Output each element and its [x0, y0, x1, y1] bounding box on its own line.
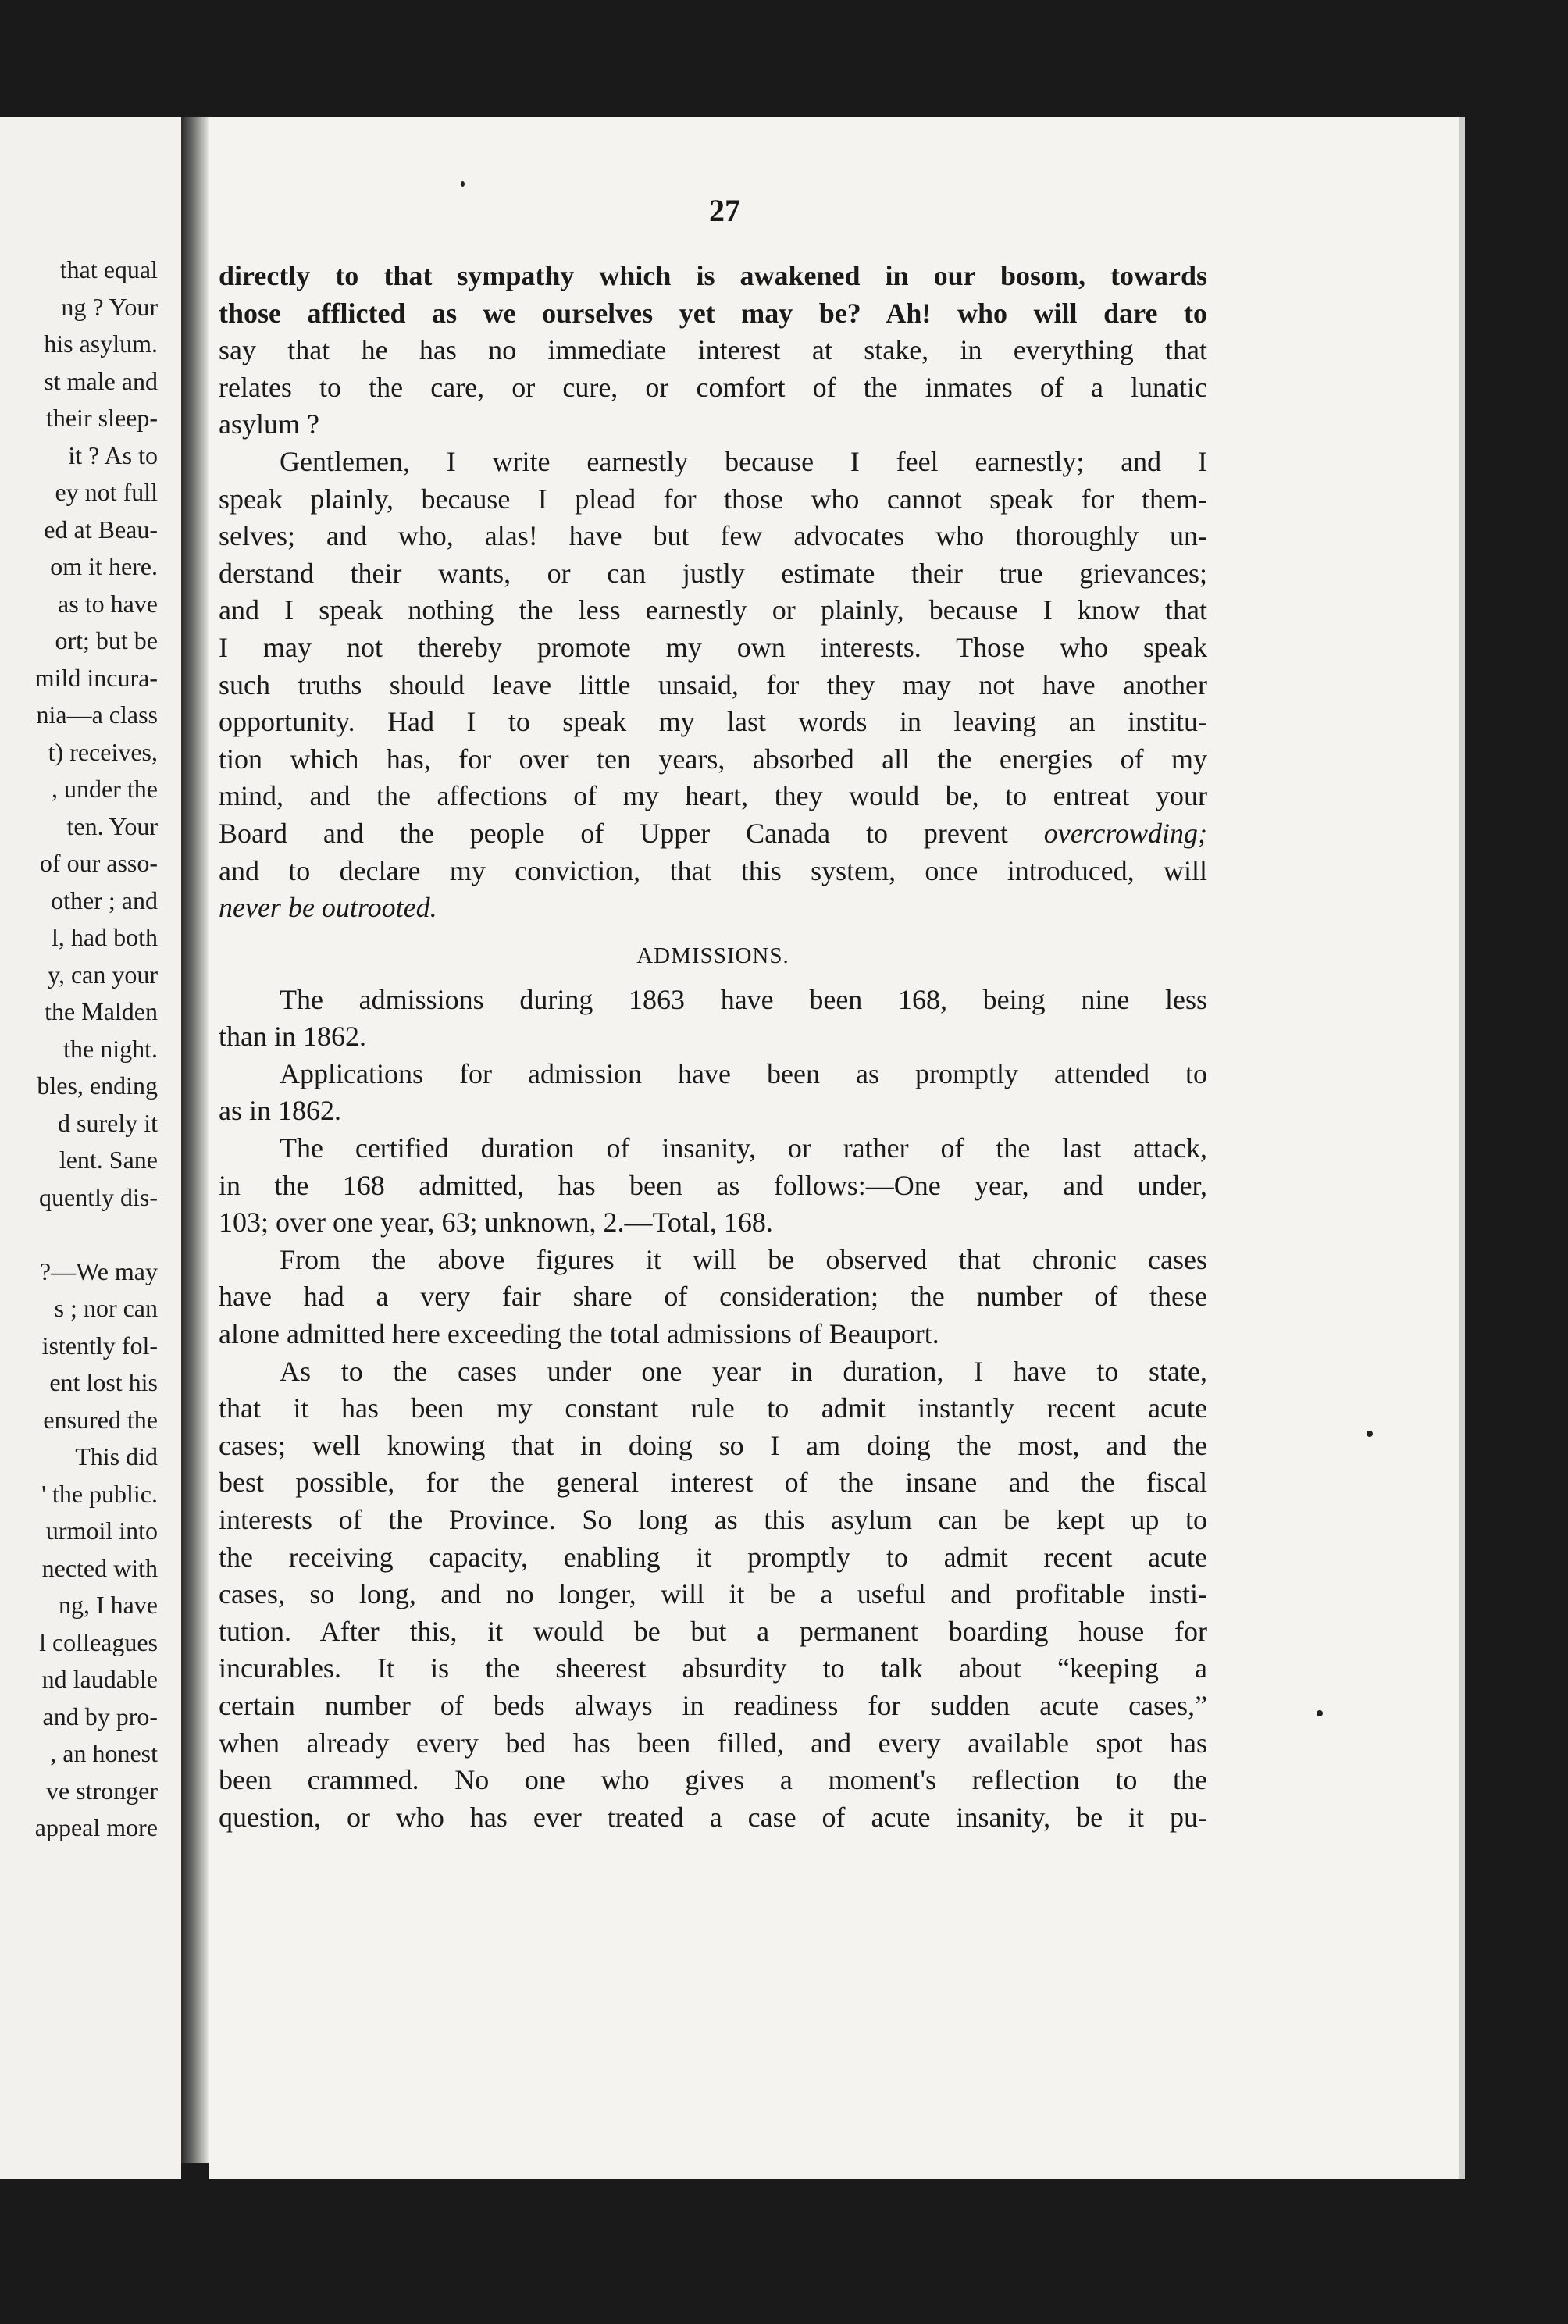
text-line: and I speak nothing the less earnestly or plainly, because I know that — [219, 594, 1207, 626]
page-edge — [1459, 117, 1465, 2179]
text-line: tution. After this, it would be but a permanent boarding house for — [219, 1615, 1207, 1647]
text-line: say that he has no immediate interest at stake, in everything that — [219, 334, 1207, 366]
left-page-line: his asylum. — [44, 330, 158, 358]
text-line: and to declare my conviction, that this system, once introduced, will — [219, 854, 1207, 886]
left-page-line: nected with — [41, 1553, 158, 1582]
text-line-with-emphasis — [219, 815, 1207, 853]
page-body — [219, 258, 1207, 1836]
text-line: when already every bed has been filled, and every available spot has — [219, 1727, 1207, 1759]
text-line: speak plainly, because I plead for those who cannot speak for them- — [219, 483, 1207, 515]
text-line: than in 1862. — [219, 1021, 366, 1053]
text-run: Board and the people of Upper Canada to prevent — [219, 817, 1008, 849]
left-page-line: and by pro- — [42, 1702, 158, 1731]
emphasis-overcrowding: overcrowding; — [1043, 817, 1207, 849]
text-line: question, or who has ever treated a case of acute insanity, be it pu- — [219, 1801, 1207, 1833]
text-line: cases; well knowing that in doing so I am doing the most, and the — [219, 1429, 1207, 1461]
text-line: directly to that sympathy which is awakened in our bosom, towards — [219, 260, 1207, 291]
left-page-line: their sleep- — [45, 404, 158, 432]
text-line: interests of the Province. So long as this asylum can be kept up to — [219, 1504, 1207, 1535]
text-line: have had a very fair share of consideration; the number of these — [219, 1281, 1207, 1313]
text-line: Gentlemen, I write earnestly because I feel earnestly; and I — [280, 445, 1207, 477]
emphasis-never-outrooted: never be outrooted. — [219, 892, 437, 924]
text-line: As to the cases under one year in duration, I have to state, — [280, 1355, 1207, 1387]
text-line: alone admitted here exceeding the total admissions of Beauport. — [219, 1318, 939, 1350]
left-page-line: , an honest — [50, 1739, 158, 1767]
section-heading-admissions: ADMISSIONS. — [636, 943, 789, 968]
left-page-line: st male and — [44, 366, 158, 395]
left-page-line: ' the public. — [41, 1479, 158, 1508]
page-number: 27 — [709, 193, 740, 228]
left-page-line: nia—a class — [36, 700, 158, 729]
left-page-line: ve stronger — [45, 1776, 158, 1805]
left-page-line: om it here. — [50, 552, 158, 580]
left-page-line: ey not full — [55, 478, 158, 506]
text-line: I may not thereby promote my own interests. Those who speak — [219, 631, 1207, 663]
left-page-line: of our asso- — [39, 849, 158, 877]
text-line: From the above figures it will be observed that chronic cases — [280, 1243, 1207, 1275]
text-line: best possible, for the general interest of the insane and the fiscal — [219, 1467, 1207, 1499]
text-line: certain number of beds always in readiness for sudden acute cases,” — [219, 1689, 1207, 1721]
left-page-line: ent lost his — [49, 1368, 158, 1396]
text-line: that it has been my constant rule to admit instantly recent acute — [219, 1392, 1207, 1424]
left-page-line: ort; but be — [55, 626, 158, 654]
left-page-line — [35, 1216, 158, 1253]
text-line: derstand their wants, or can justly estimate their true grievances; — [219, 557, 1207, 589]
text-line: opportunity. Had I to speak my last words in leaving an institu- — [219, 706, 1207, 738]
left-page-line: ng, I have — [58, 1591, 158, 1619]
text-line: tion which has, for over ten years, absorbed all the energies of my — [219, 743, 1207, 775]
text-line: such truths should leave little unsaid, for they may not have another — [219, 668, 1207, 700]
text-line: mind, and the affections of my heart, they would be, to entreat your — [219, 780, 1207, 812]
left-page-line: the Malden — [45, 997, 158, 1025]
left-page-line: urmoil into — [45, 1517, 158, 1545]
text-line: those afflicted as we ourselves yet may be? Ah! who will dare to — [219, 297, 1207, 329]
left-page-line: it ? As to — [68, 440, 158, 469]
text-line — [219, 889, 1207, 927]
ink-speck — [1317, 1710, 1323, 1716]
left-page-line: ensured the — [43, 1405, 158, 1434]
left-page-line: that equal — [59, 255, 158, 283]
left-page-line: This did — [75, 1442, 158, 1470]
text-line: Applications for admission have been as promptly attended to — [280, 1057, 1207, 1089]
left-page-line: nd laudable — [41, 1665, 158, 1693]
text-line: the receiving capacity, enabling it promptly to admit recent acute — [219, 1541, 1207, 1573]
left-page-line: istently fol- — [41, 1331, 158, 1360]
ink-speck — [461, 181, 465, 187]
left-page-line: the night. — [63, 1034, 158, 1063]
left-page-line: s ; nor can — [54, 1294, 158, 1322]
ink-speck — [1367, 1431, 1373, 1437]
left-page-line: l, had both — [52, 923, 158, 951]
text-line: The admissions during 1863 have been 168, being nine less — [280, 983, 1207, 1015]
left-page-line: d surely it — [58, 1108, 158, 1137]
text-line: relates to the care, or cure, or comfort of the inmates of a lunatic — [219, 371, 1207, 403]
left-page-text — [35, 251, 158, 1847]
left-page-line: ten. Your — [66, 811, 158, 840]
left-page-line: bles, ending — [37, 1071, 158, 1100]
text-line: incurables. It is the sheerest absurdity to talk about “keeping a — [219, 1652, 1207, 1684]
text-line: as in 1862. — [219, 1095, 341, 1127]
text-line: The certified duration of insanity, or rather of the last attack, — [280, 1132, 1207, 1164]
left-page-line: as to have — [58, 589, 158, 618]
left-page-fragment — [0, 117, 181, 2179]
left-page-line: , under the — [52, 775, 158, 803]
left-page-line: y, can your — [48, 960, 158, 989]
book-gutter — [181, 117, 209, 2163]
left-page-line: mild incura- — [34, 663, 158, 692]
left-page-line: quently dis- — [39, 1182, 158, 1211]
text-line: asylum ? — [219, 408, 319, 440]
left-page-line: ed at Beau- — [44, 515, 158, 544]
text-line: selves; and who, alas! have but few advocates who thoroughly un- — [219, 520, 1207, 552]
left-page-line: other ; and — [51, 886, 158, 914]
left-page-line: lent. Sane — [59, 1146, 158, 1174]
left-page-line: ?—We may — [39, 1256, 158, 1285]
text-line: cases, so long, and no longer, will it be a useful and profitable insti- — [219, 1578, 1207, 1610]
text-line: 103; over one year, 63; unknown, 2.—Total, 168. — [219, 1207, 773, 1239]
text-line: in the 168 admitted, has been as follows:—One year, and under, — [219, 1169, 1207, 1201]
right-page — [209, 117, 1459, 2179]
left-page-line: l colleagues — [39, 1627, 158, 1656]
left-page-line: appeal more — [34, 1813, 158, 1841]
left-page-line: ng ? Your — [61, 292, 158, 321]
text-line: been crammed. No one who gives a moment's reflection to the — [219, 1764, 1207, 1796]
left-page-line: t) receives, — [48, 737, 158, 766]
